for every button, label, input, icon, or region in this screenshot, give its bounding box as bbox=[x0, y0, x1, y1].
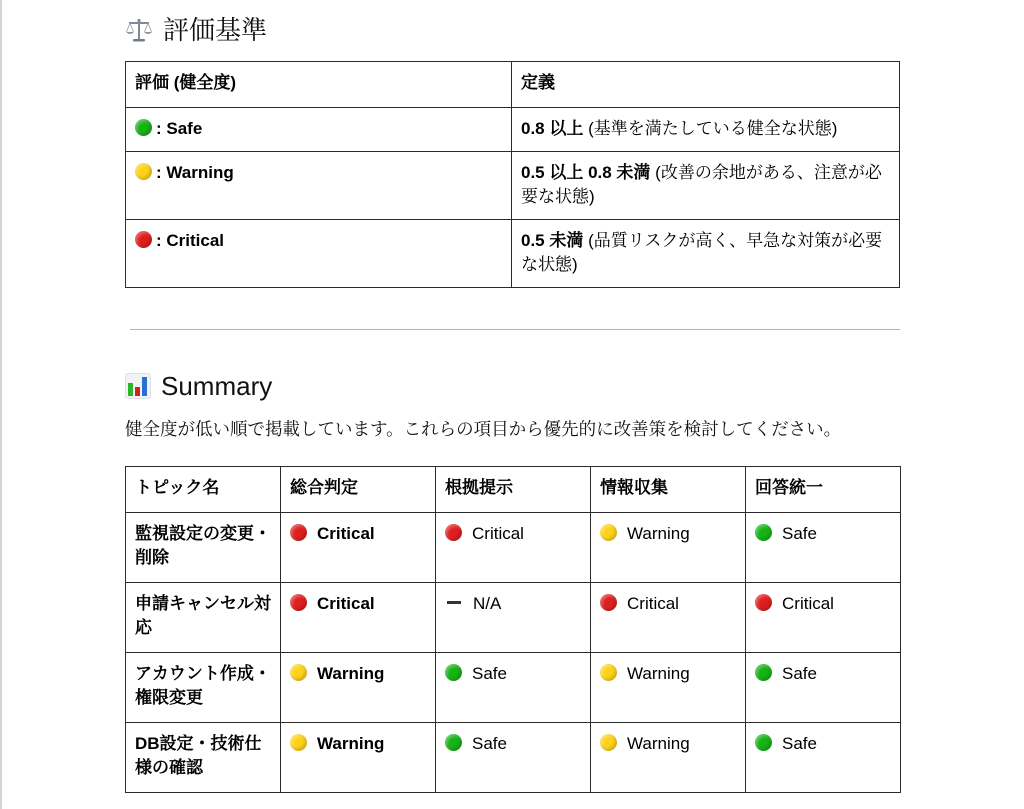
criteria-level-cell bbox=[126, 108, 512, 152]
balance-scale-icon bbox=[125, 16, 153, 44]
header-overall: 総合判定 bbox=[281, 467, 436, 513]
status-badge bbox=[600, 524, 690, 543]
summary-title: Summary bbox=[161, 371, 273, 401]
evidence-cell bbox=[436, 653, 591, 723]
status-label: Safe bbox=[472, 734, 507, 753]
status-label: Critical bbox=[472, 524, 524, 543]
status-label: Safe bbox=[472, 664, 507, 683]
consistency-cell bbox=[746, 583, 901, 653]
status-label: Warning bbox=[317, 664, 385, 683]
criteria-threshold: 0.8 以上 bbox=[521, 119, 584, 138]
evidence-cell bbox=[436, 583, 591, 653]
criteria-row-critical bbox=[126, 220, 900, 288]
status-label: Warning bbox=[627, 524, 690, 543]
yellow-circle-icon bbox=[135, 163, 152, 180]
yellow-circle-icon bbox=[600, 664, 617, 681]
criteria-title: 評価基準 bbox=[163, 15, 268, 45]
topic-cell: 監視設定の変更・削除 bbox=[126, 513, 281, 583]
info-gathering-cell bbox=[591, 723, 746, 793]
red-circle-icon bbox=[135, 231, 152, 248]
info-gathering-cell bbox=[591, 583, 746, 653]
red-circle-icon bbox=[600, 594, 617, 611]
table-row bbox=[126, 723, 901, 793]
yellow-circle-icon bbox=[290, 734, 307, 751]
status-badge bbox=[290, 664, 384, 683]
topic-cell: 申請キャンセル対応 bbox=[126, 583, 281, 653]
yellow-circle-icon bbox=[600, 524, 617, 541]
criteria-row-warning bbox=[126, 152, 900, 220]
overall-cell bbox=[281, 723, 436, 793]
consistency-cell bbox=[746, 723, 901, 793]
criteria-level-cell bbox=[126, 220, 512, 288]
summary-header-row bbox=[126, 467, 901, 513]
status-label: Safe bbox=[782, 664, 817, 683]
criteria-level-label: : Warning bbox=[156, 163, 234, 182]
criteria-level-label: : Safe bbox=[156, 119, 203, 138]
status-label: Warning bbox=[627, 664, 690, 683]
evidence-cell bbox=[436, 723, 591, 793]
summary-table bbox=[125, 466, 901, 793]
status-badge bbox=[600, 664, 690, 683]
criteria-threshold: 0.5 未満 bbox=[521, 231, 584, 250]
evidence-cell bbox=[436, 513, 591, 583]
green-circle-icon bbox=[445, 664, 462, 681]
green-circle-icon bbox=[445, 734, 462, 751]
criteria-threshold: 0.5 以上 0.8 未満 bbox=[521, 163, 651, 182]
overall-cell bbox=[281, 583, 436, 653]
overall-cell bbox=[281, 653, 436, 723]
status-label: Critical bbox=[627, 594, 679, 613]
criteria-definition-text: (改善の余地がある、注意が必要な状態) bbox=[521, 163, 882, 206]
red-circle-icon bbox=[290, 594, 307, 611]
status-badge bbox=[445, 594, 501, 613]
status-badge bbox=[600, 734, 690, 753]
topic-cell: アカウント作成・権限変更 bbox=[126, 653, 281, 723]
consistency-cell bbox=[746, 653, 901, 723]
info-gathering-cell bbox=[591, 653, 746, 723]
table-row bbox=[126, 653, 901, 723]
criteria-header-row bbox=[126, 62, 900, 108]
status-badge bbox=[290, 594, 375, 613]
status-label: Safe bbox=[782, 524, 817, 543]
header-consistency: 回答統一 bbox=[746, 467, 901, 513]
status-badge bbox=[755, 594, 834, 613]
table-row bbox=[126, 513, 901, 583]
header-evidence: 根拠提示 bbox=[436, 467, 591, 513]
criteria-definition-cell bbox=[512, 108, 900, 152]
status-badge bbox=[600, 594, 679, 613]
green-circle-icon bbox=[755, 734, 772, 751]
red-circle-icon bbox=[755, 594, 772, 611]
overall-cell bbox=[281, 513, 436, 583]
status-badge bbox=[290, 524, 375, 543]
criteria-heading bbox=[125, 14, 267, 46]
status-badge bbox=[755, 664, 817, 683]
red-circle-icon bbox=[445, 524, 462, 541]
criteria-table bbox=[125, 61, 900, 288]
info-gathering-cell bbox=[591, 513, 746, 583]
consistency-cell bbox=[746, 513, 901, 583]
status-label: N/A bbox=[473, 594, 502, 613]
status-label: Critical bbox=[782, 594, 834, 613]
status-badge bbox=[445, 664, 507, 683]
summary-heading bbox=[125, 370, 272, 402]
section-divider bbox=[130, 329, 900, 330]
status-label: Warning bbox=[627, 734, 690, 753]
status-badge bbox=[290, 734, 384, 753]
page-left-edge bbox=[0, 0, 2, 809]
criteria-row-safe bbox=[126, 108, 900, 152]
status-badge bbox=[445, 524, 524, 543]
green-circle-icon bbox=[755, 664, 772, 681]
status-badge bbox=[445, 734, 507, 753]
criteria-definition-cell bbox=[512, 220, 900, 288]
yellow-circle-icon bbox=[290, 664, 307, 681]
criteria-header-definition: 定義 bbox=[512, 62, 900, 108]
criteria-level-label: : Critical bbox=[156, 231, 225, 250]
red-circle-icon bbox=[290, 524, 307, 541]
bar-chart-icon bbox=[125, 373, 151, 399]
status-label: Warning bbox=[317, 734, 385, 753]
criteria-definition-text: (基準を満たしている健全な状態) bbox=[583, 119, 838, 138]
status-badge bbox=[755, 524, 817, 543]
table-row bbox=[126, 583, 901, 653]
status-label: Critical bbox=[317, 594, 375, 613]
green-circle-icon bbox=[135, 119, 152, 136]
dash-icon bbox=[447, 601, 461, 604]
criteria-header-level: 評価 (健全度) bbox=[126, 62, 512, 108]
header-topic: トピック名 bbox=[126, 467, 281, 513]
status-badge bbox=[755, 734, 817, 753]
yellow-circle-icon bbox=[600, 734, 617, 751]
criteria-definition-cell bbox=[512, 152, 900, 220]
topic-cell: DB設定・技術仕様の確認 bbox=[126, 723, 281, 793]
criteria-level-cell bbox=[126, 152, 512, 220]
status-label: Critical bbox=[317, 524, 375, 543]
green-circle-icon bbox=[755, 524, 772, 541]
header-info-gathering: 情報収集 bbox=[591, 467, 746, 513]
summary-description: 健全度が低い順で掲載しています。これらの項目から優先的に改善策を検討してください。 bbox=[125, 419, 842, 439]
status-label: Safe bbox=[782, 734, 817, 753]
criteria-definition-text: (品質リスクが高く、早急な対策が必要な状態) bbox=[521, 231, 883, 274]
